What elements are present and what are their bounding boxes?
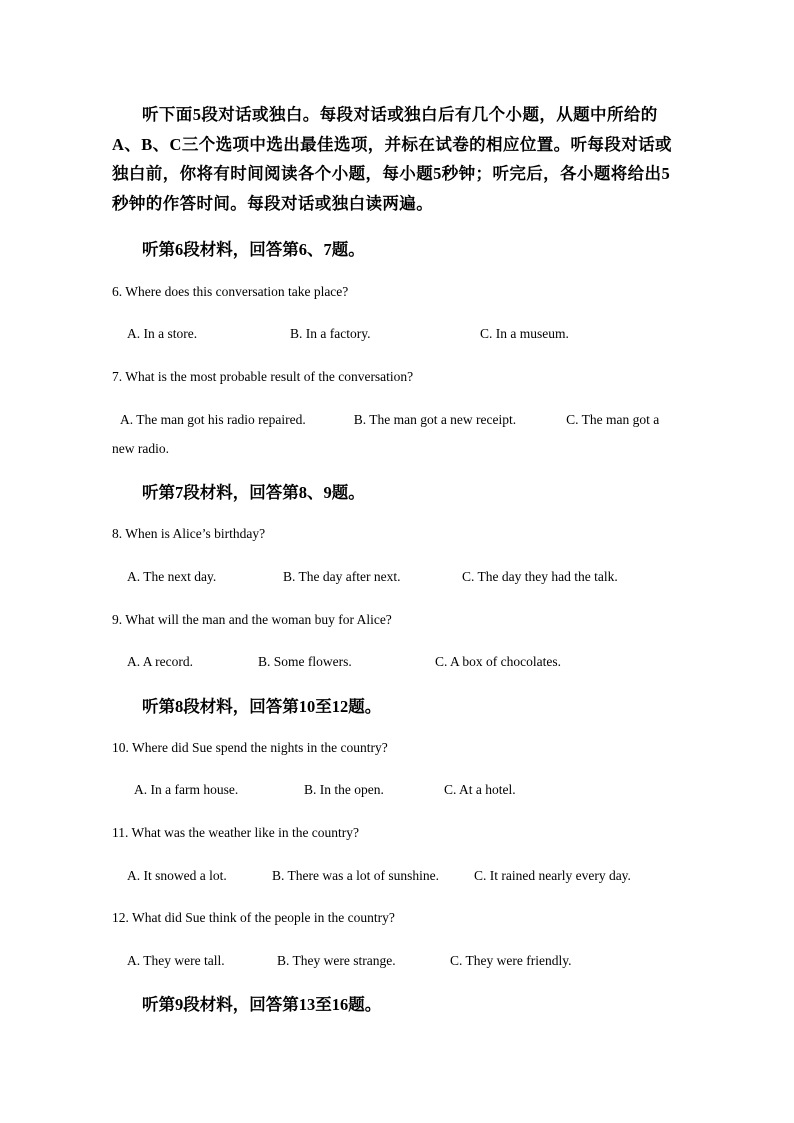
section-heading-13-16: 听第9段材料，回答第13至16题。: [142, 995, 382, 1014]
question-8-option-b: B. The day after next.: [283, 569, 401, 584]
question-10-stem: 10. Where did Sue spend the nights in the country?: [112, 740, 388, 755]
question-6-option-c: C. In a museum.: [480, 326, 569, 341]
question-7-option-c: C. The man got a new radio.: [112, 412, 660, 456]
question-12-option-a: A. They were tall.: [127, 953, 225, 968]
question-6-option-b: B. In a factory.: [290, 326, 371, 341]
question-8-option-a: A. The next day.: [127, 569, 217, 584]
question-11-option-c: C. It rained nearly every day.: [474, 868, 631, 883]
question-8-option-c: C. The day they had the talk.: [462, 569, 618, 584]
question-6-option-a: A. In a store.: [127, 326, 198, 341]
question-11-option-b: B. There was a lot of sunshine.: [272, 868, 439, 883]
question-12-option-b: B. They were strange.: [277, 953, 396, 968]
question-9-option-c: C. A box of chocolates.: [435, 654, 561, 669]
question-10-option-b: B. In the open.: [304, 782, 384, 797]
section-heading-10-12: 听第8段材料，回答第10至12题。: [142, 697, 382, 716]
question-12-option-c: C. They were friendly.: [450, 953, 572, 968]
question-11-stem: 11. What was the weather like in the country?: [112, 825, 360, 840]
question-6-stem: 6. Where does this conversation take place?: [112, 284, 349, 299]
question-10-option-c: C. At a hotel.: [444, 782, 516, 797]
instructions-paragraph: 听下面5段对话或独白。每段对话或独白后有几个小题，从题中所给的A、B、C三个选项中选出最佳选项，并标在试卷的相应位置。听每段对话或独白前，你将有时间阅读各个小题，每小题5秒钟；听完后，各小题将给出5秒钟的作答时间。每段对话或独白读两遍。: [112, 105, 672, 213]
section-heading-6-7: 听第6段材料，回答第6、7题。: [142, 240, 365, 259]
question-8-stem: 8. When is Alice’s birthday?: [112, 526, 266, 541]
question-7-option-a: A. The man got his radio repaired.: [120, 412, 306, 427]
question-9-option-a: A. A record.: [127, 654, 193, 669]
question-11-option-a: A. It snowed a lot.: [127, 868, 227, 883]
question-10-option-a: A. In a farm house.: [134, 782, 239, 797]
question-7-stem: 7. What is the most probable result of the conversation?: [112, 369, 414, 384]
question-7-options: [112, 405, 684, 463]
question-7-option-b: B. The man got a new receipt.: [353, 412, 517, 427]
question-12-stem: 12. What did Sue think of the people in the country?: [112, 910, 395, 925]
question-9-stem: 9. What will the man and the woman buy for Alice?: [112, 612, 392, 627]
question-9-option-b: B. Some flowers.: [258, 654, 352, 669]
section-heading-8-9: 听第7段材料，回答第8、9题。: [142, 483, 365, 502]
